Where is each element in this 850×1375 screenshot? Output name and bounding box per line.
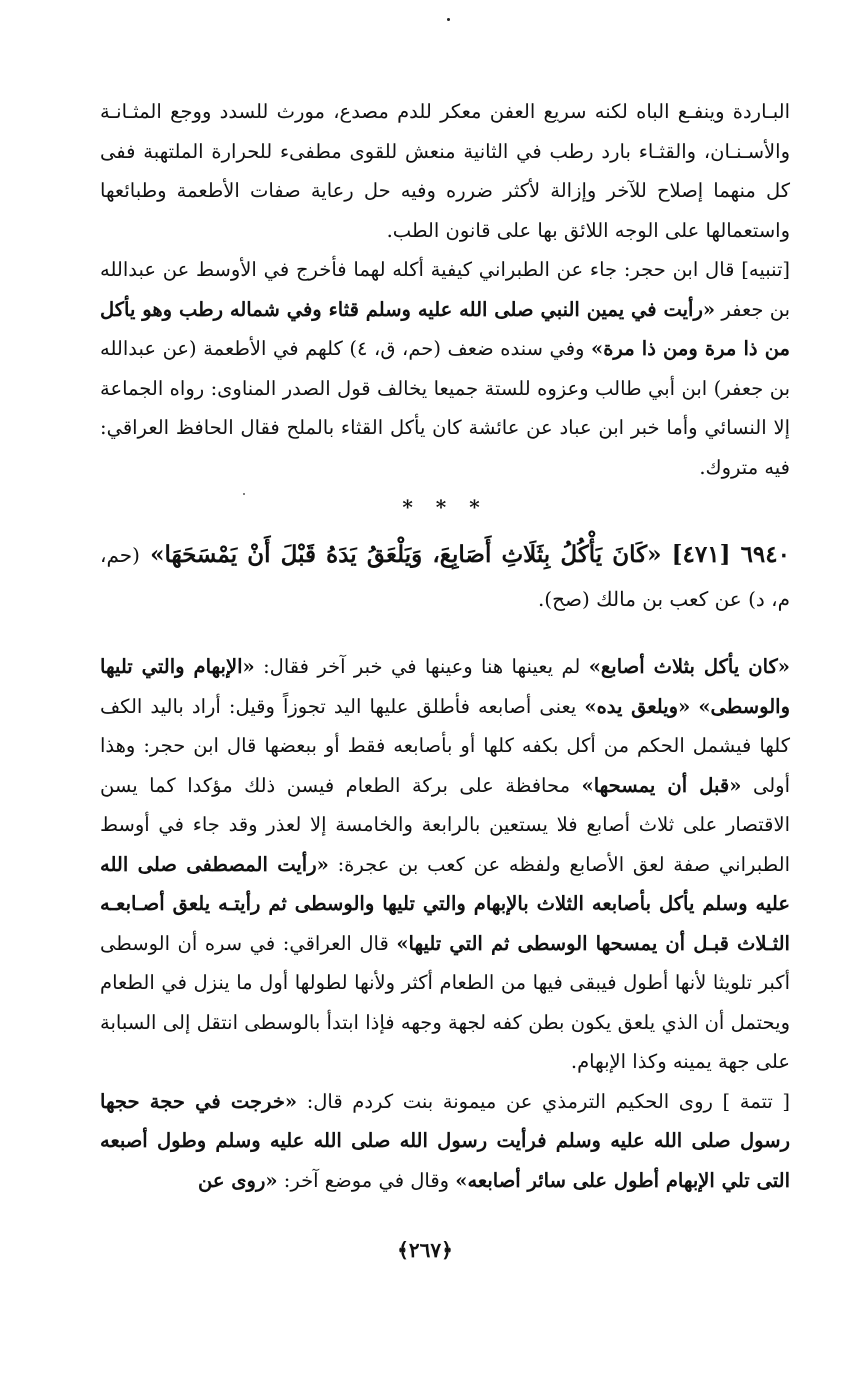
hadith-matn: «كَانَ يَأْكُلُ بِثَلَاثِ أَصَابِعَ، وَيَلْعَقُ يَدَهُ قَبْلَ أَنْ يَمْسَحَهَا»	[150, 541, 662, 568]
tanbih-label: [تنبيه]	[741, 258, 791, 281]
tatimma-text: روى الحكيم الترمذي عن ميمونة بنت كردم قال:	[306, 1089, 713, 1113]
text-line: المثـانـة والأسـنـان، والقثـاء بارد رطب في الثانية منعش للقوى مطفىء للحرارة	[100, 100, 791, 163]
hadith-source: (حم، م، د) عن كعب بن مالك (صح).	[100, 543, 790, 611]
tanbih-paragraph	[100, 250, 790, 487]
section-separator: * * *	[402, 495, 488, 519]
text-line: البـاردة وينفـع الباه لكنه سريع العفن معكر للدم مصدع، مورث للسدد ووجع	[170, 100, 790, 123]
hadith-number: ٦٩٤٠ [٤٧١]	[671, 541, 790, 568]
page-number: ﴿٢٦٧﴾	[397, 1238, 453, 1262]
commentary-quote: «قبل أن يمسحها»	[581, 773, 742, 797]
page-body	[100, 92, 790, 1200]
tatimma-text: وقال في موضع آخر:	[283, 1168, 450, 1192]
commentary-text: لم يعينها هنا وعينها في خبر آخر فقال:	[263, 655, 581, 678]
tanbih-text: قال ابن حجر: جاء عن الطبراني كيفية أكله لهما فأخرج في الأوسط عن عبدالله بن جعفر	[100, 258, 791, 321]
tatimma-label: [ تتمة ]	[722, 1089, 791, 1113]
top-paragraph	[100, 92, 790, 250]
commentary-quote: «ويلعق يده»	[584, 694, 691, 718]
ink-dot	[447, 18, 450, 21]
commentary-text: يعنى أصابعه فأطلق عليها اليد تجوزاً وقيل: أراد باليد الكف كلها فيشمل الحكم من أكل بكفه كلها أو بأصابعه فقط أو ببعضها قال ابن حجر: وهذا أولى	[100, 694, 790, 797]
tanbih-abbr: (حم، ق، ٤)	[349, 337, 441, 360]
text-line: الملتهبة ففى كل منهما إصلاح للآخر وإزالة لأكثر ضرره وفيه حل رعاية صفات	[100, 139, 791, 202]
tatimma-paragraph	[100, 1082, 790, 1201]
commentary-text: قال العراقي: في سره أن الوسطى أكبر تلويثا لأنها أطول فيبقى فيها من الطعام أكثر ولأنها لطولها أول ما ينزل في الطعام ويحتمل أن الذي يلعق يكون بطن كفه لجهة وجهه فإذا ابتدأ بالوسطى انتقل إلى السبابة على جهة يمينه وكذا الإبهام.	[100, 931, 790, 1073]
commentary-quote: «الإبهام والتي تليها والوسطى»	[100, 655, 790, 718]
commentary-quote: «كان يأكل بثلاث أصابع»	[588, 655, 790, 678]
hadith-text	[100, 533, 790, 621]
tanbih-text: وفي سنده ضعف	[447, 337, 585, 360]
tatimma-quote: «روى عن	[198, 1168, 278, 1192]
tatimma-quote: «خرجت في حجة حجها رسول صلى الله عليه وسلم فرأيت رسول الله صلى الله عليه وسلم وطول أصبعه التى تلي الإبهام أطول على سائر أصابعه»	[100, 1089, 790, 1192]
tanbih-text: كلهم في الأطعمة (عن عبدالله بن جعفر) ابن أبي طالب وعزوه للستة جميعا يخالف قول الصدر المناوى: رواه الجماعة إلا النسائي وأما خبر ابن عباد عن عائشة كان يأكل القثاء بالملح فقال الحافظ العراقي: فيه متروك.	[100, 337, 790, 479]
commentary-quote: «رأيت المصطفى صلى الله عليه وسلم يأكل بأصابعه الثلاث بالإبهام والتي تليها والوسطى ثم رأيتـه يلعق أصـابعـه الثـلاث قبـل أن يمسحها الوسطى ثم التي تليها»	[100, 852, 790, 955]
tanbih-quote: «رأيت في يمين النبي صلى الله عليه وسلم قثاء وفي شماله رطب وهو يأكل من ذا مرة ومن ذا مرة»	[100, 297, 790, 360]
commentary-paragraph	[100, 647, 790, 1082]
text-line: الأطعمة وطبائعها واستعمالها على الوجه اللائق بها على قانون الطب.	[100, 179, 790, 242]
commentary-text: محافظة على بركة الطعام فيسن ذلك مؤكدا كما يسن الاقتصار على ثلاث أصابع فلا يستعين بالرابعة والخامسة إلا لعذر وقد جاء في أوسط الطبراني صفة لعق الأصابع ولفظه عن كعب بن عجرة:	[100, 773, 791, 876]
